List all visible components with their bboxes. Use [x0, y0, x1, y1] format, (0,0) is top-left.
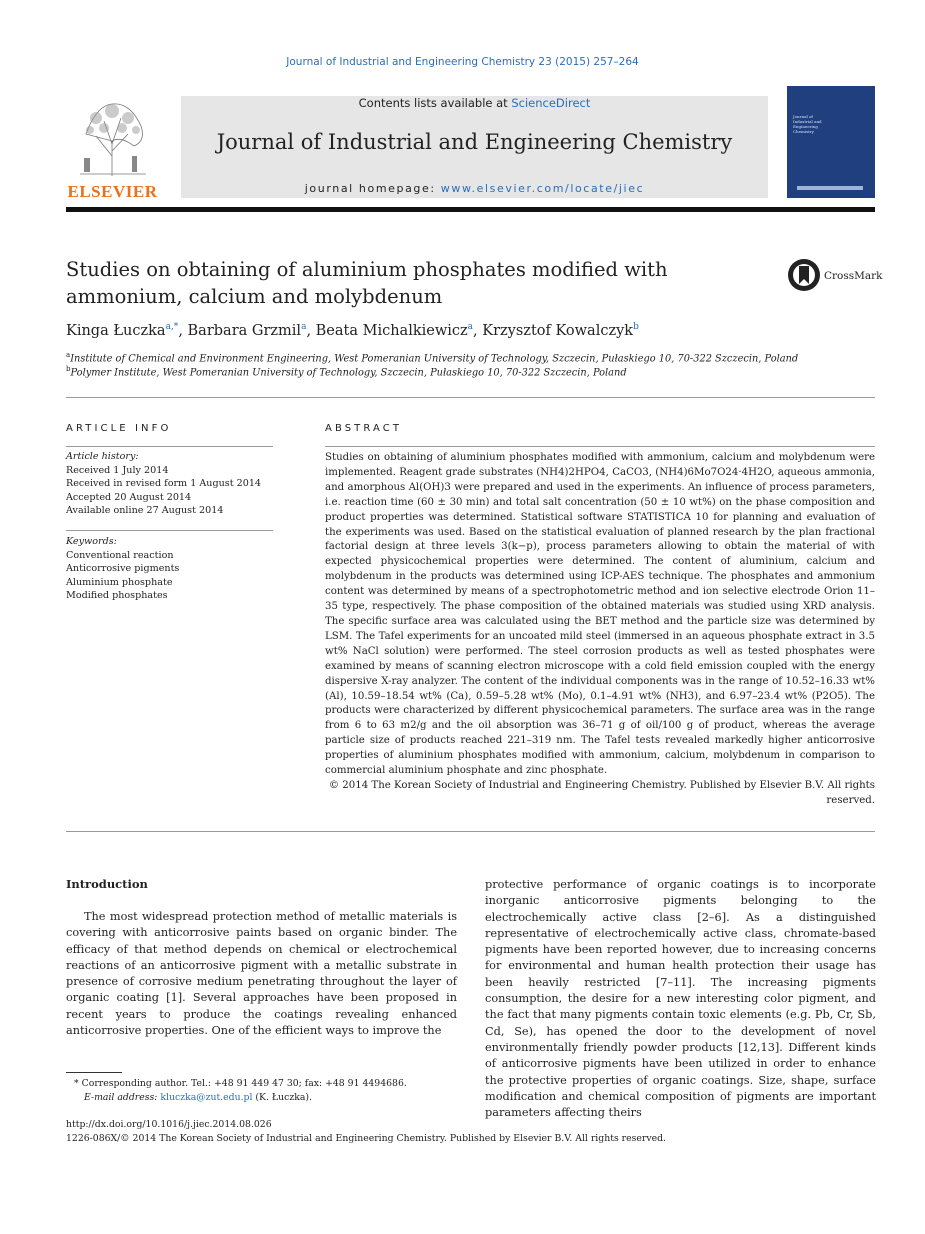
contents-line	[181, 96, 768, 110]
keywords-label: Keywords:	[66, 536, 117, 547]
cover-publisher-strip	[797, 186, 863, 190]
sciencedirect-link[interactable]: ScienceDirect	[511, 96, 591, 110]
author[interactable]: Krzysztof Kowalczyk	[482, 322, 634, 339]
author-sup[interactable]: a	[467, 322, 474, 332]
keyword: Modified phosphates	[66, 590, 168, 601]
journal-citation[interactable]: Journal of Industrial and Engineering Chemistry 23 (2015) 257–264	[286, 56, 639, 68]
footnote-rule	[66, 1072, 122, 1073]
accepted-date: Accepted 20 August 2014	[66, 491, 192, 503]
cover-title: Journal of Industrial and Engineering Chemistry	[793, 114, 822, 134]
received-date: Received 1 July 2014	[66, 464, 169, 476]
doi-link[interactable]: http://dx.doi.org/10.1016/j.jiec.2014.08.026	[66, 1119, 272, 1130]
author-sup[interactable]: b	[633, 322, 639, 332]
issn-copyright: 1226-086X/© 2014 The Korean Society of Industrial and Engineering Chemistry. Published by Elsevier B.V. All rights reserved.	[66, 1133, 666, 1144]
online-date: Available online 27 August 2014	[66, 505, 224, 516]
history-label: Article history:	[66, 451, 139, 462]
email-suffix: (K. Łuczka).	[252, 1092, 312, 1103]
crossmark-label: CrossMark	[824, 270, 883, 282]
homepage-prefix: journal homepage:	[304, 182, 441, 195]
author-sup[interactable]: a	[301, 322, 307, 332]
header-rule	[66, 207, 875, 212]
divider	[66, 831, 875, 832]
author[interactable]: Barbara Grzmil	[187, 322, 302, 339]
revised-date: Received in revised form 1 August 2014	[66, 478, 262, 489]
divider	[66, 530, 273, 531]
corresponding-author-note: * Corresponding author. Tel.: +48 91 449 47 30; fax: +48 91 4494686.	[74, 1078, 407, 1089]
keyword: Conventional reaction	[66, 549, 174, 561]
keywords	[66, 535, 273, 603]
affiliation: $^b$Polymer Institute, West Pomeranian University of Technology, Szczecin, Pułaskiego 10, 70-322 Szczecin, Poland	[66, 365, 627, 379]
divider	[325, 446, 875, 447]
abstract-text: Studies on obtaining of aluminium phosphates modified with ammonium, calcium and molybdenum were implemented. Reagent grade substrates (NH4)2HPO4, CaCO3, (NH4)6Mo7O24·4H2O, aqueous ammonia, and amorphous Al(OH)3 were prepared and used in the experiments. An influence of process parameters, i.e. reaction time (60 ± 30 min) and total salt concentration (50 ± 10 wt%) on the phase composition and product properties was determined. Statistical software STATISTICA 10 for planning and evaluation of the experiments was used. Based on the statistical evaluation of planned research by the plan fractional factorial design at three levels 3(k−p), process parameters allowing to obtain the material of with expected physicochemical properties were determined. The content of aluminium, calcium and molybdenum in the products was determined using ICP-AES technique. The phosphates and ammonium content was determined by means of a spectrophotometric method and ion selective electrode Orion 11–35 type, respectively. The phase composition of the obtained materials was studied using XRD analysis. The specific surface area was calculated using the BET method and the particle size was determined by LSM. The Tafel experiments for an uncoated mild steel (immersed in an aqueous phosphate extract in 3.5 wt% NaCl solution) were performed. The steel corrosion products as well as tested phosphates were examined by means of scanning electron microscope with a cold field emission coupled with the energy dispersive X-ray analyzer. The content of the individual components was in the range of 10.52–16.33 wt% (Al), 10.59–18.54 wt% (Ca), 0.59–5.28 wt% (Mo), 0.1–4.91 wt% (NH3), and 6.97–23.4 wt% (P2O5). The products were characterized by different physicochemical parameters. The surface area was in the range from 6 to 63 m2/g and the oil absorption was 36–71 g of oil/100 g of product, whereas the average particle size of products reached 221–319 nm. The Tafel tests revealed markedly higher anticorrosive properties of aluminium phosphates modified with ammonium, calcium, molybdenum in comparison to commercial aluminium phosphate and zinc phosphate.	[325, 452, 875, 777]
email-label: E-mail address:	[84, 1092, 161, 1103]
email-note	[84, 1092, 475, 1103]
author-list: Kinga Łuczka$^{a,*}$, Barbara Grzmil$^a$, Beata Michalkiewicz$^a$, Krzysztof Kowalczyk$^b$	[66, 322, 639, 339]
keyword: Anticorrosive pigments	[66, 563, 180, 574]
body-paragraph: protective performance of organic coatings is to incorporate inorganic anticorrosive pigments belonging to the electrochemically active class [2–6]. As a distinguished representative of electrochemically active class, chromate-based pigments have been reported however, due to increasing concerns for environmental and human health protection their usage has been heavily restricted [7–11]. The increasing pigments consumption, the desire for a new interesting color pigment, and the fact that many pigments contain toxic elements (e.g. Pb, Cr, Sb, Cd, Se), has opened the door to the development of novel environmentally friendly powder products [12,13]. Different kinds of anticorrosive pigments have been utilized in order to enhance the protective properties of organic coatings. Size, shape, surface modification and chemical composition of pigments are important parameters affecting theirs	[485, 878, 876, 1120]
article-history	[66, 450, 273, 518]
affiliation: $^a$Institute of Chemical and Environment Engineering, West Pomeranian University of Technology, Szczecin, Pułaskiego 10, 70-322 Szczecin, Poland	[66, 351, 799, 365]
abstract-heading: ABSTRACT	[325, 423, 403, 434]
article-title: Studies on obtaining of aluminium phosphates modified with ammonium, calcium and molybdenum	[66, 258, 668, 308]
abstract-copyright: © 2014 The Korean Society of Industrial and Engineering Chemistry. Published by Elsevier B.V. All rights reserved.	[328, 780, 875, 806]
divider	[66, 446, 273, 447]
contents-prefix: Contents lists available at	[358, 96, 512, 110]
homepage-line	[181, 182, 768, 195]
journal-title: Journal of Industrial and Engineering Chemistry	[216, 130, 733, 154]
crossmark-badge[interactable]	[787, 258, 883, 292]
section-heading: Introduction	[66, 877, 148, 891]
article-info-heading: ARTICLE INFO	[66, 423, 172, 434]
author-sup[interactable]: a,*	[165, 322, 179, 332]
author[interactable]: Kinga Łuczka	[66, 322, 166, 339]
divider	[66, 397, 875, 398]
author[interactable]: Beata Michalkiewicz	[315, 322, 468, 339]
homepage-link[interactable]: www.elsevier.com/locate/jiec	[440, 182, 645, 195]
crossmark-icon	[787, 258, 821, 292]
body-paragraph: The most widespread protection method of metallic materials is covering with anticorrosive paints based on organic binder. The efficacy of that method depends on chemical or electrochemical reactions of an anticorrosive pigment with a metallic substrate in presence of corrosive medium penetrating throughout the layer of organic coating [1]. Several approaches have been proposed in recent years to produce the coatings revealing enhanced anticorrosive properties. One of the efficient ways to improve the	[66, 910, 457, 1038]
elsevier-wordmark[interactable]: ELSEVIER	[67, 182, 158, 201]
keyword: Aluminium phosphate	[66, 576, 173, 588]
journal-cover-thumbnail[interactable]	[787, 86, 875, 198]
email-link[interactable]: kluczka@zut.edu.pl	[160, 1092, 253, 1103]
